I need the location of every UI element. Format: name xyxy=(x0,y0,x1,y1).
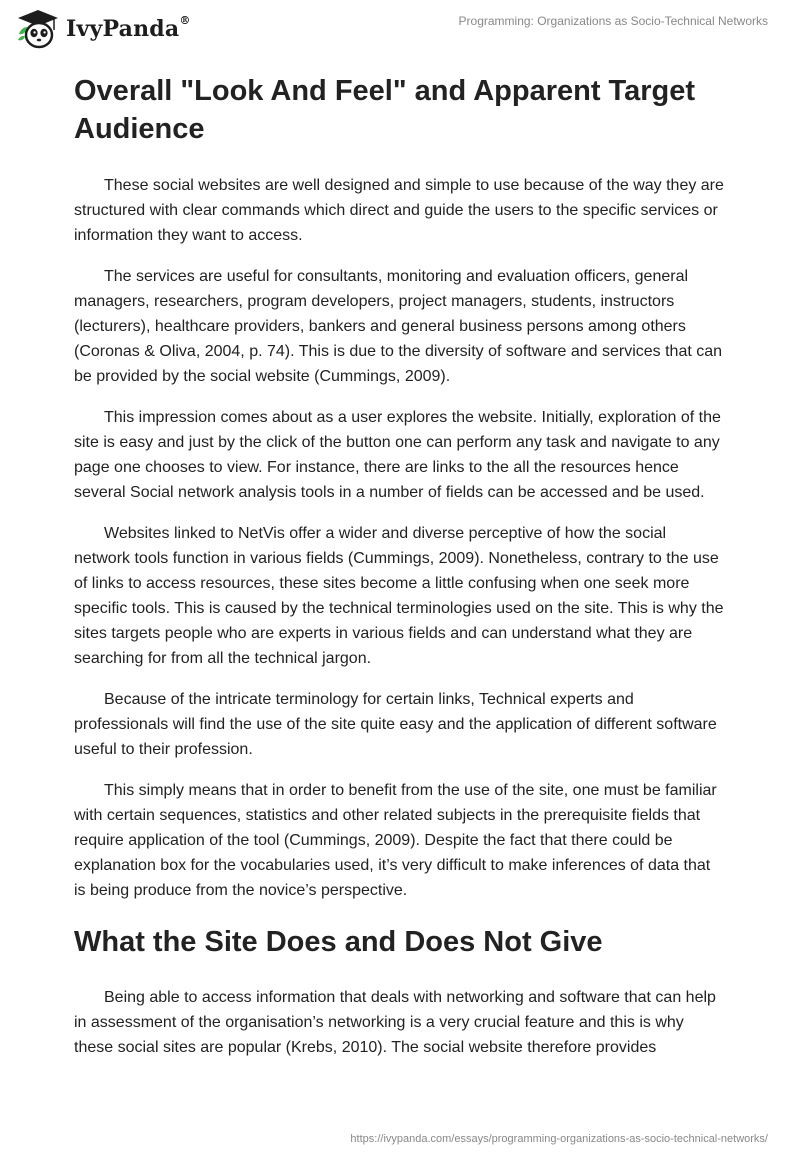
paragraph: Because of the intricate terminology for certain links, Technical experts and professionals will find the use of the site quite easy and the application of different software useful to their profession. xyxy=(74,691,717,758)
running-title: Programming: Organizations as Socio-Technical Networks xyxy=(458,14,768,28)
panda-graduate-icon xyxy=(16,8,60,50)
ivypanda-logo[interactable] xyxy=(16,8,191,50)
source-url[interactable]: https://ivypanda.com/essays/programming-organizations-as-socio-technical-networks/ xyxy=(350,1133,768,1145)
paragraph: These social websites are well designed and simple to use because of the way they are structured with clear commands which direct and guide the users to the specific services or information they want to access. xyxy=(74,177,724,244)
brand-name: IvyPanda® xyxy=(66,14,191,42)
section-heading: What the Site Does and Does Not Give xyxy=(74,926,603,958)
paragraph: Being able to access information that deals with networking and software that can help in assessment of the organisation’s networking is a very crucial feature and this is why these social sites are popular (Krebs, 2010). The social website therefore provides xyxy=(74,989,716,1056)
paragraph: This simply means that in order to benefit from the use of the site, one must be familiar with certain sequences, statistics and other related subjects in the prerequisite fields that require application of the tool (Cummings, 2009). Despite the fact that there could be explanation box for the vocabularies used, it’s very difficult to make inferences of data that is being produce from the novice’s perspective. xyxy=(74,782,717,899)
paragraph: This impression comes about as a user explores the website. Initially, exploration of the site is easy and just by the click of the button one can perform any task and navigate to any page one chooses to view. For instance, there are links to the all the resources hence several Social network analysis tools in a number of fields can be accessed and be used. xyxy=(74,409,721,501)
trademark-symbol: ® xyxy=(179,14,191,27)
paragraph: The services are useful for consultants, monitoring and evaluation officers, general managers, researchers, program developers, project managers, students, instructors (lecturers), healthcare providers, bankers and general business persons among others (Coronas & Oliva, 2004, p. 74). This is due to the diversity of software and services that can be provided by the social website (Cummings, 2009). xyxy=(74,268,723,385)
page-header xyxy=(0,0,800,64)
section-heading: Overall "Look And Feel" and Apparent Target Audience xyxy=(74,75,696,145)
paragraph: Websites linked to NetVis offer a wider and diverse perceptive of how the social network tools function in various fields (Cummings, 2009). Nonetheless, contrary to the use of links to access resources, these sites become a little confusing when one seek more specific tools. This is caused by the technical terminologies used on the site. This is why the sites targets people who are experts in various fields and can understand what they are searching for from all the technical jargon. xyxy=(74,525,724,667)
article-body xyxy=(74,72,726,1060)
